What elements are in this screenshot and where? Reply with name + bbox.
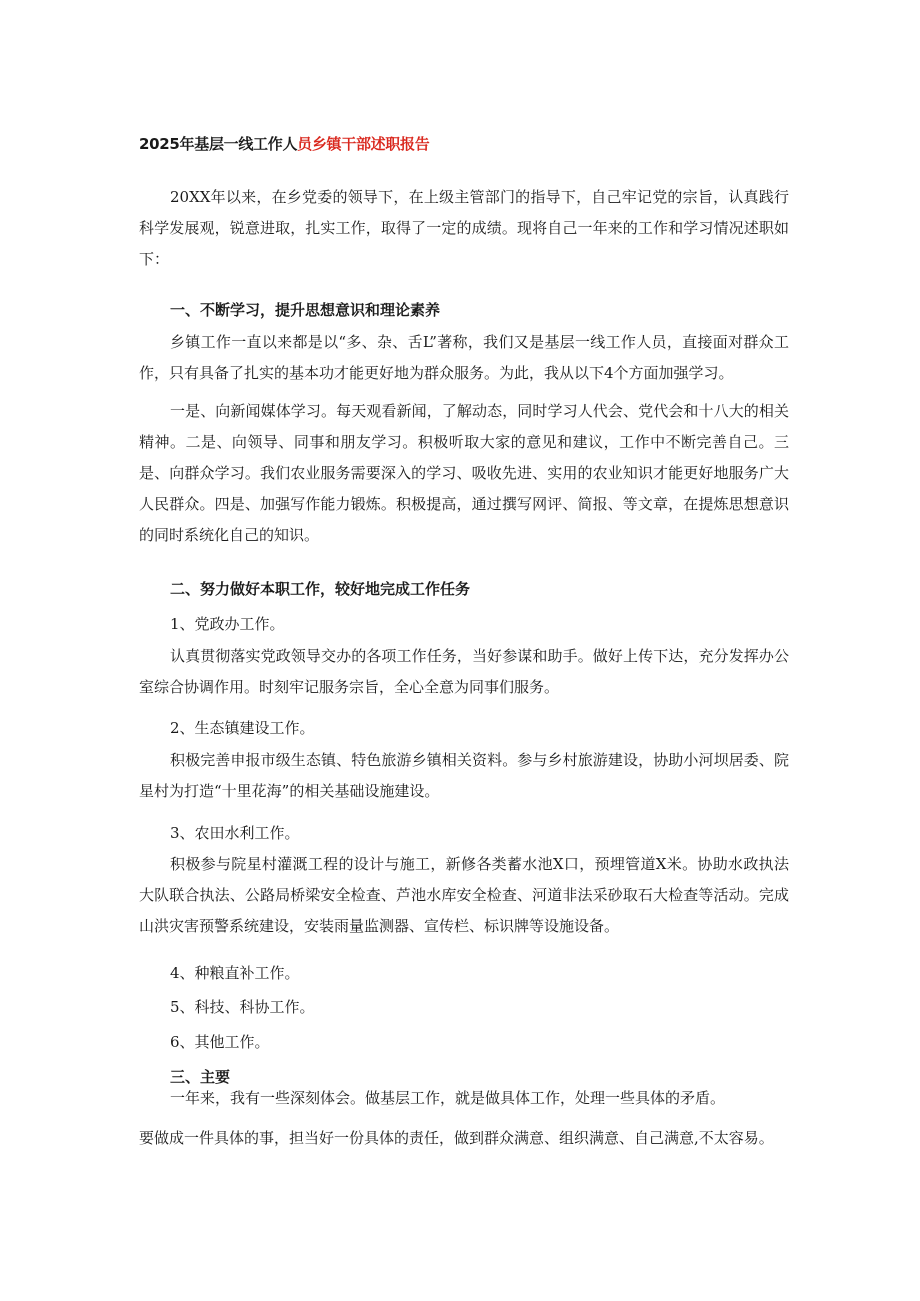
subsection-3-title: 3、农田水利工作。 [170,824,300,842]
title-black-part: 2025年基层一线工作人 [139,135,298,153]
section-heading-3: 三、主要 [170,1068,231,1086]
subsection-6-title: 6、其他工作。 [170,1033,270,1051]
subsection-2-title: 2、生态镇建设工作。 [170,719,315,737]
title-red-part: 员乡镇干部述职报告 [297,135,430,153]
subsection-5-title: 5、科技、科协工作。 [170,998,315,1016]
report-title [139,133,429,154]
section-heading-1: 一、不断学习，提升思想意识和理论素养 [170,301,441,319]
section-heading-2: 二、努力做好本职工作，较好地完成工作任务 [170,580,471,598]
subsection-1-title: 1、党政办工作。 [170,615,285,633]
paragraph-3b: 要做成一件具体的事，担当好一份具体的责任，做到群众满意、组织满意、自己满意,不太容易。 [139,1129,774,1147]
paragraph-2: 一是、向新闻媒体学习。每天观看新闻，了解动态，同时学习人代会、党代会和十八大的相关精神。二是、向领导、同事和朋友学习。积极听取大家的意见和建议，工作中不断完善自己。三是、向群众学习。我们农业服务需要深入的学习、吸收先进、实用的农业知识才能更好地服务广大人民群众。四是、加强写作能力锻炼。积极提高，通过撰写网评、简报、等文章，在提炼思想意识的同时系统化自己的知识。 [139,402,789,544]
paragraph-1: 乡镇工作一直以来都是以“多、杂、舌L”著称，我们又是基层一线工作人员，直接面对群众工作，只有具备了扎实的基本功才能更好地为群众服务。为此，我从以下4个方面加强学习。 [139,333,789,382]
paragraph-3a: 一年来，我有一些深刻体会。做基层工作，就是做具体工作，处理一些具体的矛盾。 [170,1089,726,1107]
subsection-4-title: 4、种粮直补工作。 [170,964,300,982]
subsection-3-text: 积极参与院星村灌溉工程的设计与施工，新修各类蓄水池X口，预埋管道X米。协助水政执法大队联合执法、公路局桥梁安全检查、芦池水库安全检查、河道非法采砂取石大检查等活动。完成山洪灾害预警系统建设，安装雨量监测器、宣传栏、标识牌等设施设备。 [139,855,789,935]
subsection-1-text: 认真贯彻落实党政领导交办的各项工作任务，当好参谋和助手。做好上传下达，充分发挥办公室综合协调作用。时刻牢记服务宗旨，全心全意为同事们服务。 [139,647,789,696]
subsection-2-text: 积极完善申报市级生态镇、特色旅游乡镇相关资料。参与乡村旅游建设，协助小河坝居委、院星村为打造“十里花海”的相关基础设施建设。 [139,751,789,800]
intro-paragraph: 20XX年以来，在乡党委的领导下，在上级主管部门的指导下，自己牢记党的宗旨，认真践行科学发展观，锐意进取，扎实工作，取得了一定的成绩。现将自己一年来的工作和学习情况述职如下： [139,188,789,268]
